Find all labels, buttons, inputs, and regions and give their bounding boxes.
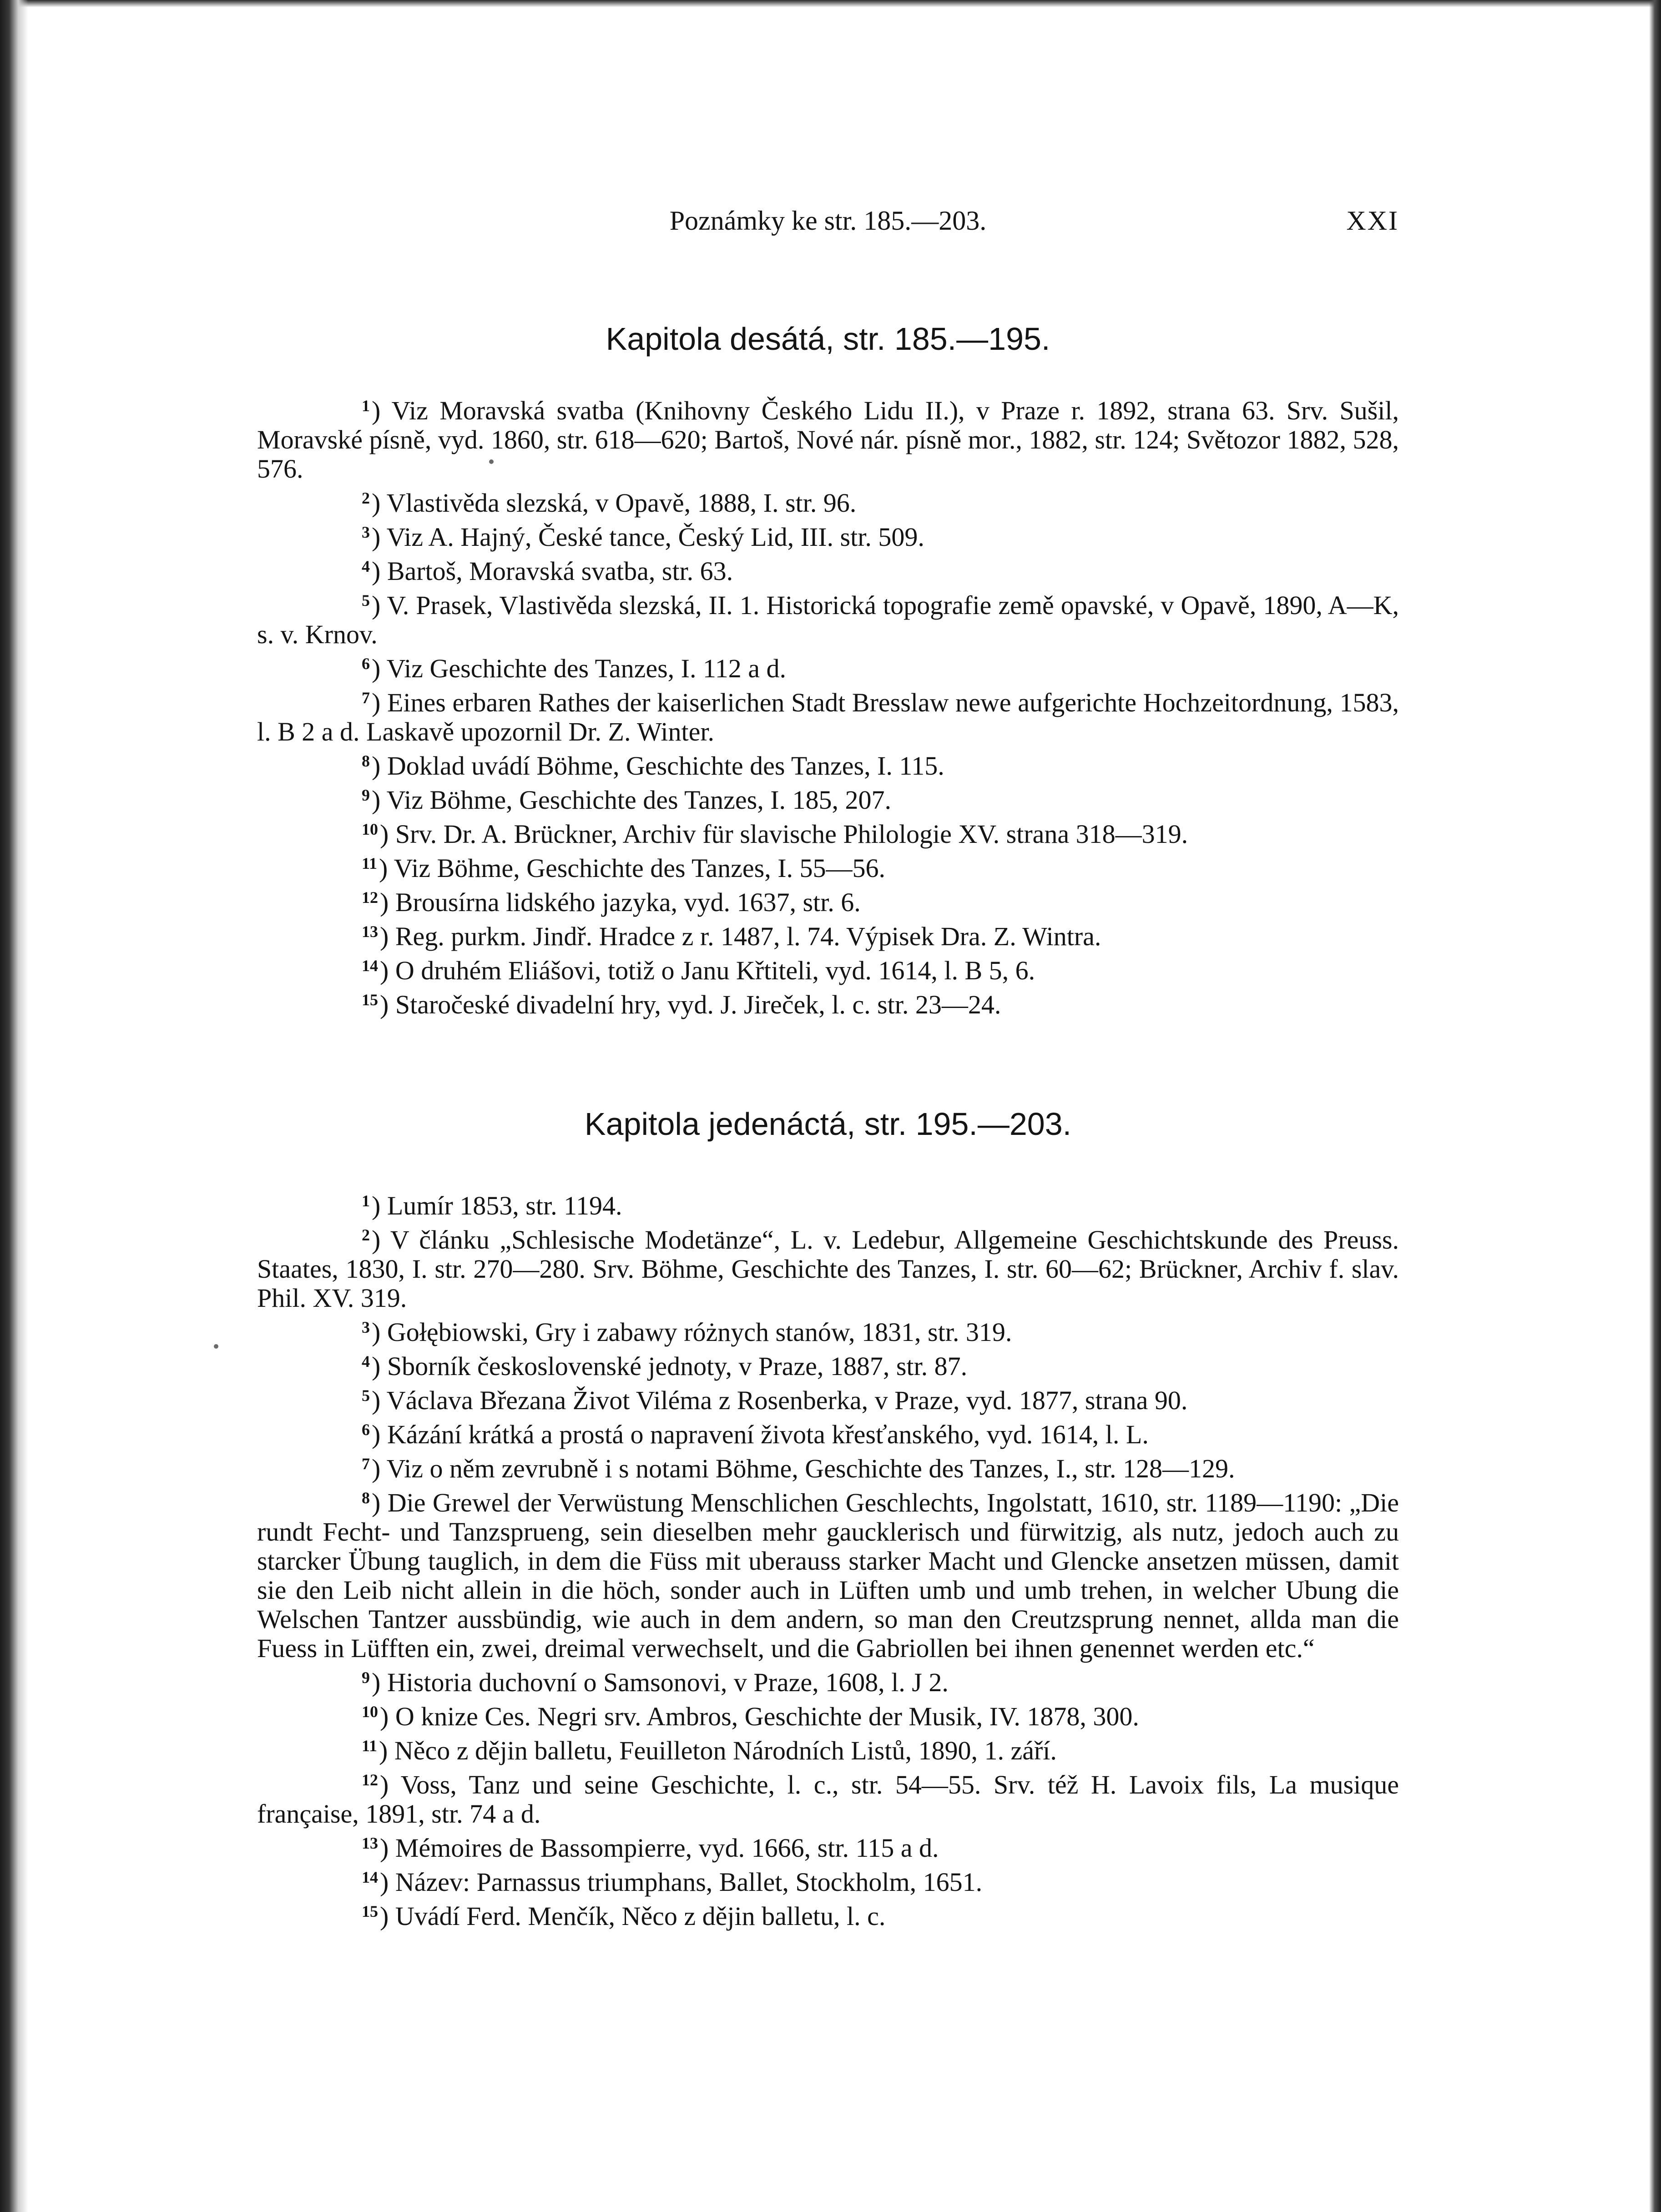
footnote — [257, 1897, 1399, 1931]
footnote-marker: 13 — [362, 1834, 378, 1852]
footnote-paren: ) — [380, 956, 395, 985]
footnote — [257, 951, 1399, 985]
scan-edge-top — [0, 0, 1661, 7]
footnote-marker: 2 — [362, 489, 370, 507]
footnote-marker: 5 — [362, 1386, 370, 1405]
footnote-text: Vlastivěda slezská, v Opavě, 1888, I. str. 96. — [386, 488, 857, 518]
footnote-marker: 1 — [362, 397, 370, 415]
footnote-text: Viz o něm zevrubně i s notami Böhme, Geschichte des Tanzes, I., str. 128—129. — [386, 1454, 1235, 1483]
footnote-marker: 11 — [362, 1737, 378, 1755]
footnote-marker: 4 — [362, 557, 370, 575]
footnote — [257, 1863, 1399, 1897]
footnote-text: Mémoires de Bassompierre, vyd. 1666, str. 115 a d. — [395, 1833, 939, 1863]
footnote-marker: 15 — [362, 1902, 378, 1920]
footnote-marker: 10 — [362, 1703, 378, 1721]
footnote — [257, 1663, 1399, 1697]
page-number: XXI — [1346, 206, 1399, 236]
running-head — [257, 200, 1399, 241]
footnote-text: Viz Geschichte des Tanzes, I. 112 a d. — [386, 654, 787, 683]
footnote-text: Viz A. Hajný, České tance, Český Lid, III. str. 509. — [386, 522, 924, 552]
footnote-text: Něco z dějin balletu, Feuilleton Národních Listů, 1890, 1. září. — [394, 1736, 1057, 1765]
footnote-paren: ) — [372, 1386, 387, 1415]
footnote-marker: 12 — [362, 888, 378, 907]
footnote — [257, 1765, 1399, 1829]
footnote-marker: 14 — [362, 1868, 378, 1886]
footnote-marker: 1 — [362, 1192, 370, 1210]
footnote — [257, 1313, 1399, 1347]
footnote-paren: ) — [372, 751, 387, 781]
footnote — [257, 518, 1399, 552]
footnote-text: Bartoš, Moravská svatba, str. 63. — [387, 556, 733, 586]
footnote-marker: 2 — [362, 1226, 370, 1244]
footnote-paren: ) — [372, 688, 387, 717]
footnote-text: Srv. Dr. A. Brückner, Archiv für slavische Philologie XV. strana 318—319. — [395, 819, 1188, 849]
footnote-marker: 13 — [362, 922, 378, 941]
footnote-paren: ) — [372, 785, 387, 815]
footnote-text: Historia duchovní o Samsonovi, v Praze, 1608, l. J 2. — [387, 1668, 949, 1697]
footnote-paren: ) — [380, 1867, 395, 1897]
footnote-paren: ) — [380, 1901, 395, 1931]
footnote-text: Voss, Tanz und seine Geschichte, l. c., str. 54—55. Srv. též H. Lavoix fils, La musique française, 1891, str. 74 a d. — [257, 1770, 1399, 1829]
footnote-paren: ) — [372, 396, 392, 425]
footnote — [257, 1731, 1399, 1765]
footnote-paren: ) — [372, 590, 387, 620]
footnote-text: O knize Ces. Negri srv. Ambros, Geschichte der Musik, IV. 1878, 300. — [395, 1702, 1139, 1731]
footnote-paren: ) — [379, 1736, 394, 1765]
footnote-paren: ) — [372, 1191, 387, 1220]
footnote-paren: ) — [380, 819, 395, 849]
footnote-paren: ) — [380, 922, 395, 951]
footnote-text: Die Grewel der Verwüstung Menschlichen Geschlechts, Ingolstatt, 1610, str. 1189—1190: „Die rundt Fecht- und Tanzsprueng, sein dieselben mehr gaucklerisch und fürwitzig, als nutz, jedoch auch zu starcker Übung tauglich, in dem die Füss mit uberauss starker Macht und Glencke ansetzen müssen, damit sie den Leib nicht allein in die höch, sonder auch in Lüften umb und umb trehen, in welcher Ubung die Welschen Tantzer aussbündig, wie auch in dem andern, so man den Creutzsprung nennet, allda man die Fuess in Lüfften ein, zwei, dreimal verwechselt, und die Gabriollen bei ihnen genennet werden etc.“ — [257, 1488, 1399, 1663]
footnote — [257, 1483, 1399, 1663]
chapter-heading-11: Kapitola jedenáctá, str. 195.—203. — [584, 1106, 1072, 1142]
footnote-marker: 11 — [362, 854, 378, 872]
footnote-paren: ) — [380, 887, 395, 917]
footnotes-chapter-10 — [257, 391, 1399, 1019]
footnote-text: Viz Moravská svatba (Knihovny Českého Lidu II.), v Praze r. 1892, strana 63. Srv. Sušil, Moravské písně, vyd. 1860, str. 618—620; Bartoš, Nové nár. písně mor., 1882, str. 124; Světozor 1882, 528, 576. — [257, 396, 1399, 484]
footnote-marker: 3 — [362, 1318, 370, 1336]
footnote-paren: ) — [372, 488, 387, 518]
footnote — [257, 683, 1399, 746]
footnote-marker: 9 — [362, 786, 370, 804]
footnote — [257, 985, 1399, 1019]
footnote — [257, 1829, 1399, 1863]
footnote — [257, 552, 1399, 586]
footnote — [257, 1697, 1399, 1731]
footnote-marker: 10 — [362, 820, 378, 838]
footnote-text: Viz Böhme, Geschichte des Tanzes, I. 185, 207. — [386, 785, 892, 815]
footnote-marker: 9 — [362, 1668, 370, 1687]
footnote-paren: ) — [372, 654, 387, 683]
footnote-text: V. Prasek, Vlastivěda slezská, II. 1. Historická topografie země opavské, v Opavě, 1890, A—K, s. v. Krnov. — [257, 590, 1399, 649]
footnote-text: Staročeské divadelní hry, vyd. J. Jireček, l. c. str. 23—24. — [395, 990, 1001, 1019]
footnote-text: Brousírna lidského jazyka, vyd. 1637, str. 6. — [395, 887, 861, 917]
scan-speck — [214, 1344, 218, 1349]
footnote-text: Sborník československé jednoty, v Praze, 1887, str. 87. — [387, 1351, 968, 1381]
footnote-paren: ) — [372, 1317, 387, 1347]
chapter-heading-10: Kapitola desátá, str. 185.—195. — [606, 321, 1050, 357]
footnote-text: V článku „Schlesische Modetänze“, L. v. Ledebur, Allgemeine Geschichtskunde des Preuss. Staates, 1830, I. str. 270—280. Srv. Böhme, Geschichte des Tanzes, I. str. 60—62; Brückner, Archiv f. slav. Phil. XV. 319. — [257, 1225, 1399, 1313]
footnote-marker: 7 — [362, 1455, 370, 1473]
footnote-marker: 6 — [362, 1421, 370, 1439]
footnote-text: Uvádí Ferd. Menčík, Něco z dějin balletu, l. c. — [395, 1901, 886, 1931]
footnote-paren: ) — [372, 522, 387, 552]
footnote-paren: ) — [379, 853, 394, 883]
footnote-text: Eines erbaren Rathes der kaiserlichen Stadt Bresslaw newe aufgerichte Hochzeitordnung, 1583, l. B 2 a d. Laskavě upozornil Dr. Z. Winter. — [257, 688, 1399, 746]
footnote — [257, 649, 1399, 683]
footnote — [257, 1449, 1399, 1483]
footnote — [257, 1186, 1399, 1220]
footnote — [257, 917, 1399, 951]
footnote-marker: 7 — [362, 689, 370, 707]
scan-edge-left — [0, 0, 28, 2212]
scan-edge-right — [1649, 0, 1661, 2212]
footnote — [257, 1415, 1399, 1449]
footnote-paren: ) — [380, 1833, 395, 1863]
footnote — [257, 849, 1399, 883]
footnote-marker: 14 — [362, 957, 378, 975]
footnote-paren: ) — [372, 1454, 387, 1483]
footnote-marker: 8 — [362, 752, 370, 770]
footnote-paren: ) — [372, 1668, 387, 1697]
document-page — [257, 200, 1399, 1931]
footnote — [257, 883, 1399, 917]
footnotes-chapter-11 — [257, 1186, 1399, 1931]
footnote — [257, 746, 1399, 781]
footnote-paren: ) — [380, 990, 395, 1019]
footnote-marker: 6 — [362, 655, 370, 673]
footnote — [257, 781, 1399, 815]
footnote-marker: 5 — [362, 591, 370, 610]
footnote-text: Název: Parnassus triumphans, Ballet, Stockholm, 1651. — [395, 1867, 983, 1897]
footnote — [257, 484, 1399, 518]
footnote-text: O druhém Eliášovi, totiž o Janu Křtiteli, vyd. 1614, l. B 5, 6. — [395, 956, 1035, 985]
footnote-paren: ) — [372, 1488, 388, 1517]
footnote-text: Lumír 1853, str. 1194. — [387, 1191, 622, 1220]
footnote-paren: ) — [380, 1770, 401, 1799]
footnote-marker: 12 — [362, 1771, 378, 1789]
footnote-text: Gołębiowski, Gry i zabawy różnych stanów, 1831, str. 319. — [387, 1317, 1012, 1347]
footnote — [257, 391, 1399, 484]
footnote-paren: ) — [372, 556, 387, 586]
footnote — [257, 586, 1399, 649]
footnote-text: Václava Březana Život Viléma z Rosenberka, v Praze, vyd. 1877, strana 90. — [386, 1386, 1188, 1415]
footnote-text: Viz Böhme, Geschichte des Tanzes, I. 55—56. — [394, 853, 886, 883]
footnote-text: Doklad uvádí Böhme, Geschichte des Tanzes, I. 115. — [387, 751, 944, 781]
footnote-marker: 4 — [362, 1352, 370, 1371]
footnote — [257, 815, 1399, 849]
footnote-marker: 15 — [362, 991, 378, 1009]
footnote-marker: 3 — [362, 523, 370, 541]
footnote-text: Kázání krátká a prostá o napravení života křesťanského, vyd. 1614, l. L. — [387, 1420, 1149, 1449]
footnote — [257, 1347, 1399, 1381]
footnote-paren: ) — [372, 1351, 387, 1381]
footnote-text: Reg. purkm. Jindř. Hradce z r. 1487, l. 74. Výpisek Dra. Z. Wintra. — [395, 922, 1101, 951]
footnote — [257, 1381, 1399, 1415]
footnote-paren: ) — [380, 1702, 395, 1731]
running-head-title: Poznámky ke str. 185.—203. — [669, 206, 987, 236]
footnote-marker: 8 — [362, 1489, 370, 1507]
footnote-paren: ) — [372, 1420, 387, 1449]
footnote-paren: ) — [372, 1225, 390, 1255]
footnote — [257, 1220, 1399, 1313]
